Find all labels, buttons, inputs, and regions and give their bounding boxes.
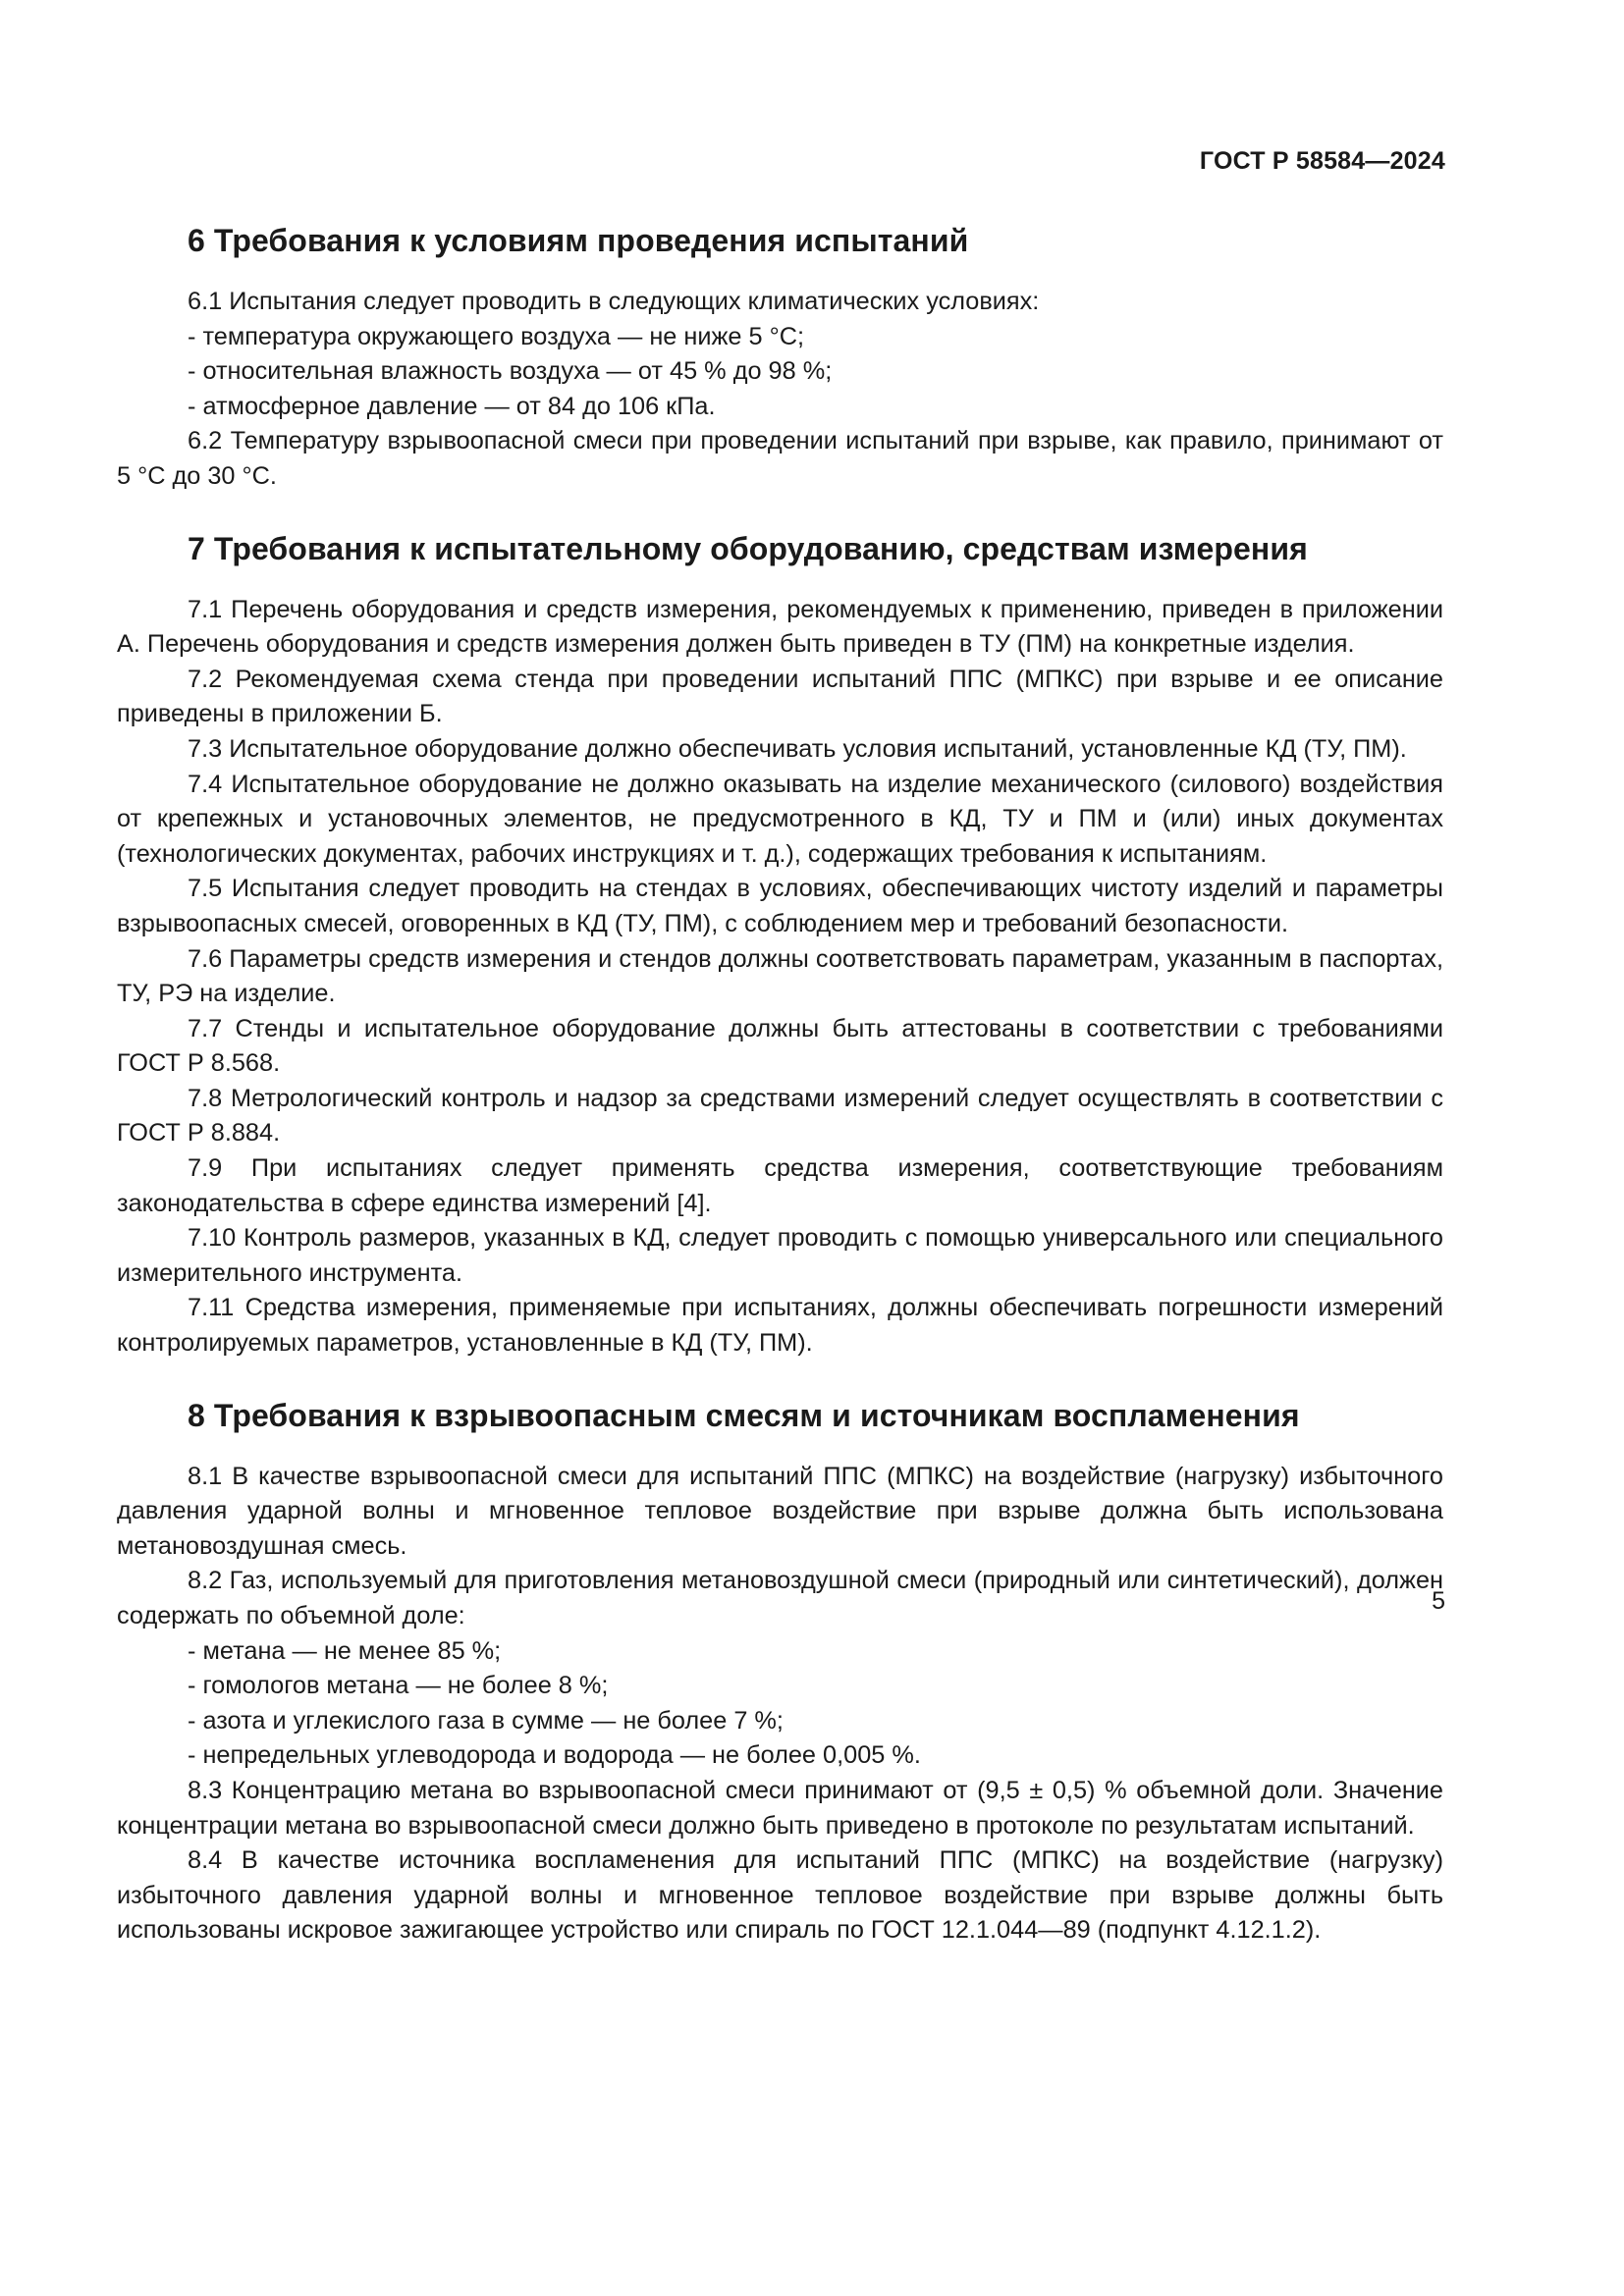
- list-item: - непредельных углеводорода и водорода — не более 0,005 %.: [188, 1741, 921, 1770]
- clause-7-10: 7.10 Контроль размеров, указанных в КД, следует проводить с помощью универсального или специального измерительного инструмента.: [117, 1224, 1443, 1287]
- clause-7-5: 7.5 Испытания следует проводить на стендах в условиях, обеспечивающих чистоту изделий и параметры взрывоопасных смесей, оговоренных в КД (ТУ, ПМ), с соблюдением мер и требований безопасности.: [117, 875, 1443, 937]
- list-item: - гомологов метана — не более 8 %;: [188, 1672, 609, 1700]
- clause-7-3: 7.3 Испытательное оборудование должно обеспечивать условия испытаний, установленные КД (ТУ, ПМ).: [188, 734, 1407, 763]
- section-7-heading: 7 Требования к испытательному оборудованию, средствам измерения: [188, 530, 1308, 566]
- clause-6-2: 6.2 Температуру взрывоопасной смеси при проведении испытаний при взрыве, как правило, принимают от 5 °С до 30 °С.: [117, 427, 1443, 490]
- clause-7-8: 7.8 Метрологический контроль и надзор за средствами измерений следует осуществлять в соответствии с ГОСТ Р 8.884.: [117, 1084, 1443, 1148]
- clause-6-1: 6.1 Испытания следует проводить в следующих климатических условиях:: [188, 288, 1040, 315]
- clause-7-11: 7.11 Средства измерения, применяемые при испытаниях, должны обеспечивать погрешности измерений контролируемых параметров, установленные в КД (ТУ, ПМ).: [117, 1294, 1443, 1358]
- list-item: - температура окружающего воздуха — не ниже 5 °С;: [188, 322, 805, 350]
- list-item: - атмосферное давление — от 84 до 106 кПа.: [188, 392, 716, 420]
- clause-8-2: 8.2 Газ, используемый для приготовления метановоздушной смеси (природный или синтетический), должен содержать по объемной доле:: [117, 1567, 1443, 1629]
- page-content: [117, 222, 1443, 1949]
- clause-8-3: 8.3 Концентрацию метана во взрывоопасной смеси принимают от (9,5 ± 0,5) % объемной доли. Значение концентрации метана во взрывоопасной смеси должно быть приведено в протоколе по результатам испытаний.: [117, 1776, 1443, 1840]
- clause-8-1: 8.1 В качестве взрывоопасной смеси для испытаний ППС (МПКС) на воздействие (нагрузку) избыточного давления ударной волны и мгновенное тепловое воздействие при взрыве должна быть использована метановоздушная смесь.: [117, 1462, 1443, 1560]
- clause-7-4: 7.4 Испытательное оборудование не должно оказывать на изделие механического (силового) воздействия от крепежных и установочных элементов, не предусмотренного в КД, ТУ и ПМ и (или) иных документах (технологических документах, рабочих инструкциях и т. д.), содержащих требования к испытаниям.: [117, 770, 1443, 868]
- list-item: - метана — не менее 85 %;: [188, 1636, 502, 1665]
- document-code: ГОСТ Р 58584—2024: [1199, 147, 1445, 175]
- clause-7-9: 7.9 При испытаниях следует применять средства измерения, соответствующие требованиям законодательства в сфере единства измерений [4].: [117, 1154, 1443, 1217]
- list-item: - азота и углекислого газа в сумме — не более 7 %;: [188, 1706, 784, 1735]
- list-item: - относительная влажность воздуха — от 45 % до 98 %;: [188, 357, 833, 386]
- page-number: 5: [1432, 1587, 1445, 1615]
- clause-7-6: 7.6 Параметры средств измерения и стендов должны соответствовать параметрам, указанным в паспортах, ТУ, РЭ на изделие.: [117, 944, 1443, 1008]
- clause-7-2: 7.2 Рекомендуемая схема стенда при проведении испытаний ППС (МПКС) при взрыве и ее описание приведены в приложении Б.: [117, 665, 1443, 728]
- section-6-heading: 6 Требования к условиям проведения испытаний: [188, 223, 969, 258]
- clause-7-1: 7.1 Перечень оборудования и средств измерения, рекомендуемых к применению, приведен в приложении А. Перечень оборудования и средств измерения должен быть приведен в ТУ (ПМ) на конкретные изделия.: [117, 595, 1443, 659]
- clause-7-7: 7.7 Стенды и испытательное оборудование должны быть аттестованы в соответствии с требованиями ГОСТ Р 8.568.: [117, 1014, 1443, 1078]
- clause-8-4: 8.4 В качестве источника воспламенения для испытаний ППС (МПКС) на воздействие (нагрузку) избыточного давления ударной волны и мгновенное тепловое воздействие при взрыве должны быть использованы искровое зажигающее устройство или спираль по ГОСТ 12.1.044—89 (подпункт 4.12.1.2).: [117, 1846, 1443, 1945]
- section-8-heading: 8 Требования к взрывоопасным смесям и источникам воспламенения: [188, 1397, 1300, 1433]
